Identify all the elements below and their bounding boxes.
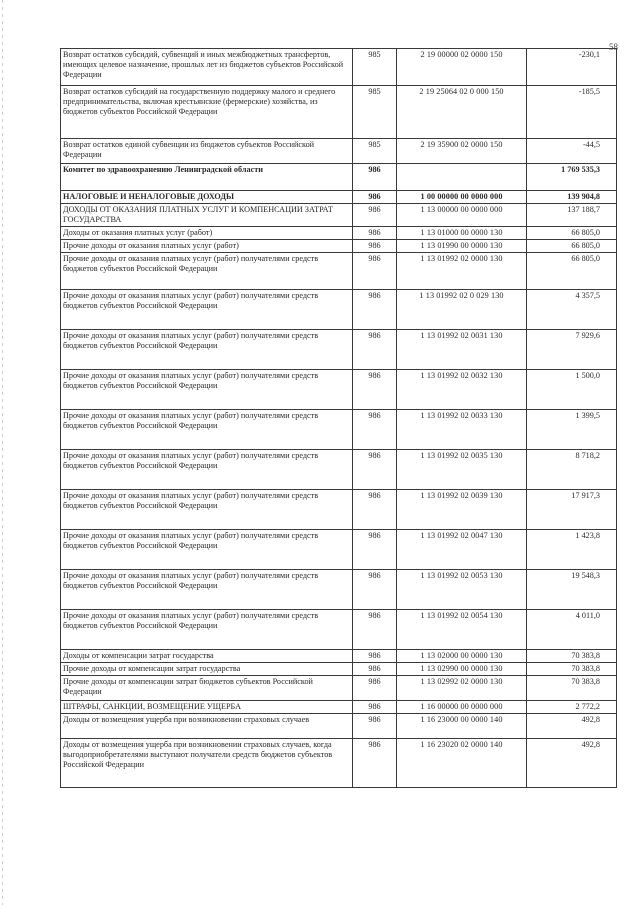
row-name-cell: НАЛОГОВЫЕ И НЕНАЛОГОВЫЕ ДОХОДЫ — [61, 191, 353, 204]
row-name-cell: Прочие доходы от оказания платных услуг (работ) получателями средств бюджетов субъектов Российской Федерации — [61, 490, 353, 530]
row-admin-code-cell: 986 — [353, 530, 397, 570]
table-row — [61, 450, 617, 490]
row-admin-code-cell: 986 — [353, 570, 397, 610]
row-amount-cell: -230,1 — [527, 49, 617, 86]
row-name-cell: Прочие доходы от компенсации затрат бюджетов субъектов Российской Федерации — [61, 676, 353, 701]
table-row — [61, 370, 617, 410]
table-row — [61, 86, 617, 139]
row-admin-code-cell: 986 — [353, 253, 397, 290]
row-admin-code-cell: 985 — [353, 49, 397, 86]
table-row — [61, 739, 617, 788]
row-name-cell: ДОХОДЫ ОТ ОКАЗАНИЯ ПЛАТНЫХ УСЛУГ И КОМПЕНСАЦИИ ЗАТРАТ ГОСУДАРСТВА — [61, 204, 353, 227]
row-admin-code-cell: 986 — [353, 164, 397, 191]
row-admin-code-cell: 986 — [353, 450, 397, 490]
row-amount-cell: 17 917,3 — [527, 490, 617, 530]
row-name-cell: Прочие доходы от оказания платных услуг (работ) получателями средств бюджетов субъектов Российской Федерации — [61, 370, 353, 410]
row-budget-code-cell: 1 13 01992 02 0047 130 — [397, 530, 527, 570]
row-admin-code-cell: 986 — [353, 370, 397, 410]
row-amount-cell: 1 500,0 — [527, 370, 617, 410]
row-name-cell: Прочие доходы от оказания платных услуг (работ) получателями средств бюджетов субъектов Российской Федерации — [61, 410, 353, 450]
row-budget-code-cell: 1 13 02990 00 0000 130 — [397, 663, 527, 676]
row-budget-code-cell: 1 13 01992 02 0033 130 — [397, 410, 527, 450]
row-amount-cell: -44,5 — [527, 139, 617, 164]
row-budget-code-cell: 1 13 01992 02 0 029 130 — [397, 290, 527, 330]
row-budget-code-cell: 1 00 00000 00 0000 000 — [397, 191, 527, 204]
row-budget-code-cell: 1 13 01992 02 0000 130 — [397, 253, 527, 290]
row-admin-code-cell: 986 — [353, 410, 397, 450]
row-name-cell: Возврат остатков субсидий на государственную поддержку малого и среднего предпринимательства, включая крестьянские (фермерские) хозяйства, из бюджетов субъектов Российской Федерации — [61, 86, 353, 139]
row-budget-code-cell: 2 19 25064 02 0 000 150 — [397, 86, 527, 139]
row-amount-cell: 492,8 — [527, 739, 617, 788]
row-admin-code-cell: 986 — [353, 204, 397, 227]
row-budget-code-cell: 1 13 01992 02 0039 130 — [397, 490, 527, 530]
row-admin-code-cell: 986 — [353, 676, 397, 701]
row-admin-code-cell: 986 — [353, 191, 397, 204]
row-budget-code-cell: 1 16 00000 00 0000 000 — [397, 701, 527, 714]
row-name-cell: Доходы от возмещения ущерба при возникновении страховых случаев — [61, 714, 353, 739]
row-name-cell: Прочие доходы от оказания платных услуг (работ) получателями средств бюджетов субъектов Российской Федерации — [61, 290, 353, 330]
row-amount-cell: 66 805,0 — [527, 227, 617, 240]
row-budget-code-cell: 1 13 01992 02 0032 130 — [397, 370, 527, 410]
table-row — [61, 570, 617, 610]
row-amount-cell: 70 383,8 — [527, 676, 617, 701]
row-budget-code-cell: 1 13 02992 02 0000 130 — [397, 676, 527, 701]
row-name-cell: Прочие доходы от оказания платных услуг (работ) получателями средств бюджетов субъектов Российской Федерации — [61, 610, 353, 650]
row-admin-code-cell: 985 — [353, 139, 397, 164]
row-admin-code-cell: 986 — [353, 650, 397, 663]
row-budget-code-cell: 2 19 35900 02 0000 150 — [397, 139, 527, 164]
row-budget-code-cell: 1 13 01000 00 0000 130 — [397, 227, 527, 240]
row-amount-cell: 139 904,8 — [527, 191, 617, 204]
row-admin-code-cell: 986 — [353, 240, 397, 253]
row-name-cell: Доходы от оказания платных услуг (работ) — [61, 227, 353, 240]
table-row — [61, 290, 617, 330]
row-amount-cell: 492,8 — [527, 714, 617, 739]
row-budget-code-cell: 1 16 23020 02 0000 140 — [397, 739, 527, 788]
row-budget-code-cell: 1 13 01990 00 0000 130 — [397, 240, 527, 253]
row-amount-cell: 1 769 535,3 — [527, 164, 617, 191]
row-amount-cell: 4 011,0 — [527, 610, 617, 650]
row-name-cell: Доходы от возмещения ущерба при возникновении страховых случаев, когда выгодоприобретателями выступают получатели средств бюджетов субъектов Российской Федерации — [61, 739, 353, 788]
table-row — [61, 714, 617, 739]
row-admin-code-cell: 986 — [353, 290, 397, 330]
table-row — [61, 530, 617, 570]
table-row — [61, 650, 617, 663]
table-row — [61, 240, 617, 253]
row-name-cell: Доходы от компенсации затрат государства — [61, 650, 353, 663]
row-amount-cell: -185,5 — [527, 86, 617, 139]
row-admin-code-cell: 986 — [353, 701, 397, 714]
row-budget-code-cell: 1 13 02000 00 0000 130 — [397, 650, 527, 663]
row-amount-cell: 7 929,6 — [527, 330, 617, 370]
table-row — [61, 227, 617, 240]
row-admin-code-cell: 986 — [353, 330, 397, 370]
row-amount-cell: 4 357,5 — [527, 290, 617, 330]
table-row — [61, 410, 617, 450]
row-name-cell: Прочие доходы от оказания платных услуг (работ) получателями средств бюджетов субъектов Российской Федерации — [61, 530, 353, 570]
revenue-table — [60, 48, 617, 788]
row-budget-code-cell: 2 19 00000 02 0000 150 — [397, 49, 527, 86]
scan-edge-mark — [2, 0, 3, 905]
row-amount-cell: 2 772,2 — [527, 701, 617, 714]
table-row — [61, 663, 617, 676]
table-row — [61, 139, 617, 164]
row-name-cell: Прочие доходы от оказания платных услуг (работ) получателями средств бюджетов субъектов Российской Федерации — [61, 253, 353, 290]
row-admin-code-cell: 986 — [353, 739, 397, 788]
row-budget-code-cell: 1 13 01992 02 0031 130 — [397, 330, 527, 370]
row-name-cell: Прочие доходы от оказания платных услуг (работ) получателями средств бюджетов субъектов Российской Федерации — [61, 450, 353, 490]
table-row — [61, 164, 617, 191]
row-amount-cell: 137 188,7 — [527, 204, 617, 227]
row-budget-code-cell — [397, 164, 527, 191]
table-row — [61, 701, 617, 714]
row-name-cell: Прочие доходы от оказания платных услуг (работ) получателями средств бюджетов субъектов Российской Федерации — [61, 330, 353, 370]
row-budget-code-cell: 1 16 23000 00 0000 140 — [397, 714, 527, 739]
row-name-cell: Возврат остатков субсидий, субвенций и иных межбюджетных трансфертов, имеющих целевое назначение, прошлых лет из бюджетов субъектов Российской Федерации — [61, 49, 353, 86]
row-budget-code-cell: 1 13 01992 02 0053 130 — [397, 570, 527, 610]
row-name-cell: Прочие доходы от компенсации затрат государства — [61, 663, 353, 676]
revenue-table-body — [61, 49, 617, 788]
row-amount-cell: 1 399,5 — [527, 410, 617, 450]
row-budget-code-cell: 1 13 01992 02 0035 130 — [397, 450, 527, 490]
row-admin-code-cell: 986 — [353, 610, 397, 650]
row-admin-code-cell: 986 — [353, 490, 397, 530]
row-amount-cell: 8 718,2 — [527, 450, 617, 490]
row-admin-code-cell: 986 — [353, 227, 397, 240]
row-name-cell: ШТРАФЫ, САНКЦИИ, ВОЗМЕЩЕНИЕ УЩЕРБА — [61, 701, 353, 714]
table-row — [61, 191, 617, 204]
row-name-cell: Прочие доходы от оказания платных услуг (работ) — [61, 240, 353, 253]
table-row — [61, 330, 617, 370]
table-row — [61, 610, 617, 650]
row-amount-cell: 19 548,3 — [527, 570, 617, 610]
row-name-cell: Возврат остатков единой субвенции из бюджетов субъектов Российской Федерации — [61, 139, 353, 164]
page-number: 58 — [609, 42, 618, 52]
row-amount-cell: 70 383,8 — [527, 663, 617, 676]
row-admin-code-cell: 986 — [353, 663, 397, 676]
table-row — [61, 676, 617, 701]
row-amount-cell: 1 423,8 — [527, 530, 617, 570]
row-budget-code-cell: 1 13 01992 02 0054 130 — [397, 610, 527, 650]
row-amount-cell: 66 805,0 — [527, 253, 617, 290]
row-admin-code-cell: 986 — [353, 714, 397, 739]
row-amount-cell: 70 383,8 — [527, 650, 617, 663]
table-row — [61, 49, 617, 86]
row-name-cell: Комитет по здравоохранению Ленинградской области — [61, 164, 353, 191]
row-budget-code-cell: 1 13 00000 00 0000 000 — [397, 204, 527, 227]
row-amount-cell: 66 805,0 — [527, 240, 617, 253]
table-row — [61, 204, 617, 227]
table-row — [61, 253, 617, 290]
table-row — [61, 490, 617, 530]
row-admin-code-cell: 985 — [353, 86, 397, 139]
row-name-cell: Прочие доходы от оказания платных услуг (работ) получателями средств бюджетов субъектов Российской Федерации — [61, 570, 353, 610]
